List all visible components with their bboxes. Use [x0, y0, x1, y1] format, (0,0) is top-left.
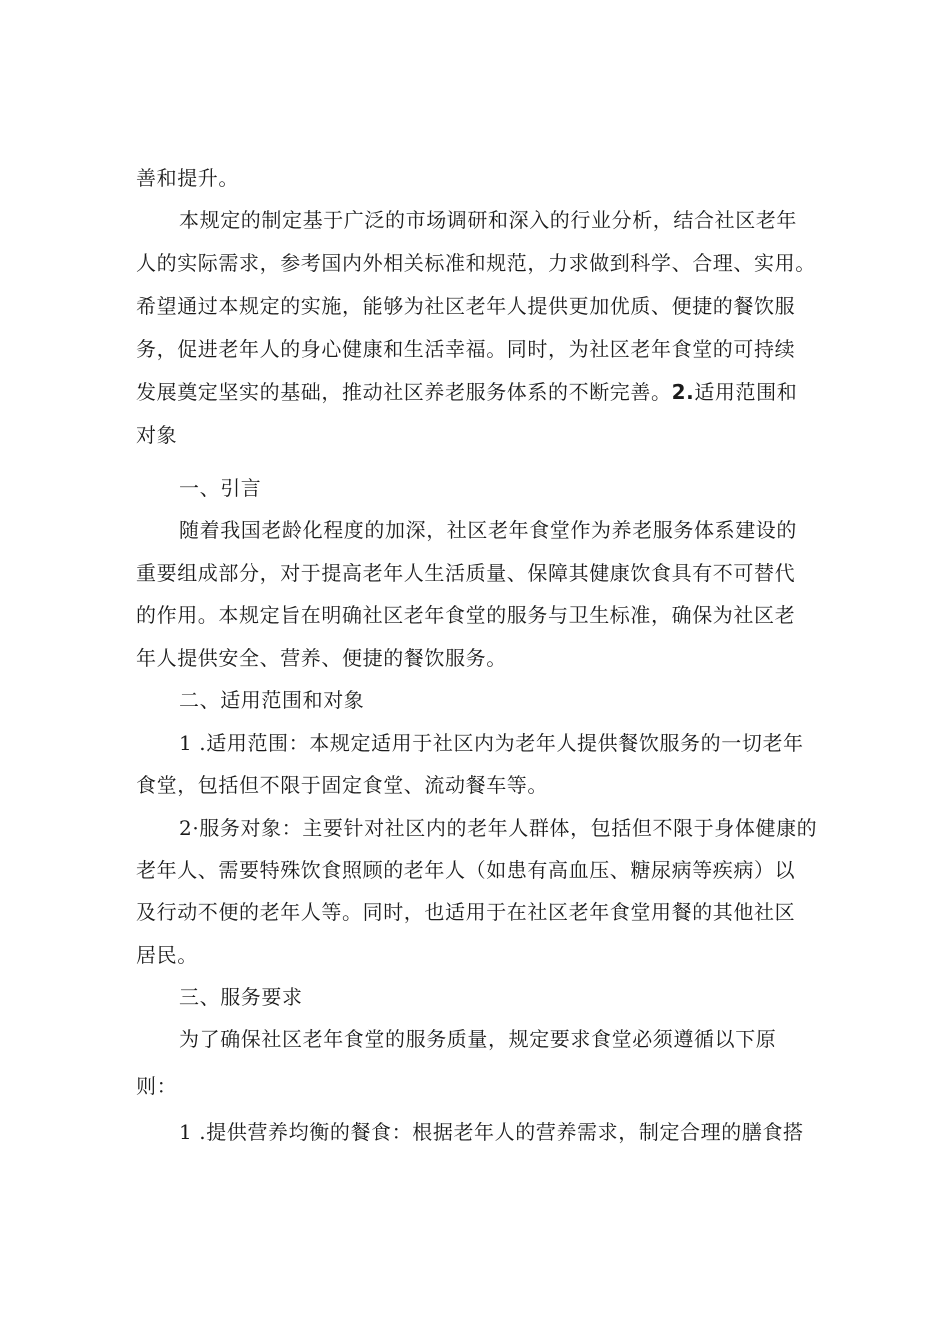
paragraph-line: 重要组成部分，对于提高老年人生活质量、保障其健康饮食具有不可替代	[136, 561, 796, 585]
list-item-line: 1 .提供营养均衡的餐食：根据老年人的营养需求，制定合理的膳食搭	[179, 1120, 804, 1144]
section-heading-service: 三、服务要求	[179, 985, 303, 1009]
section-heading-text: 适用范围和	[694, 380, 798, 404]
section-number: 2.	[671, 380, 695, 404]
list-item-line: 及行动不便的老年人等。同时，也适用于在社区老年食堂用餐的其他社区	[136, 900, 796, 924]
paragraph-line: 的作用。本规定旨在明确社区老年食堂的服务与卫生标准，确保为社区老	[136, 603, 796, 627]
paragraph-line: 则：	[136, 1074, 178, 1098]
list-item-line: 食堂，包括但不限于固定食堂、流动餐车等。	[136, 773, 548, 797]
section-heading-intro: 一、引言	[179, 476, 262, 500]
paragraph-line: 本规定的制定基于广泛的市场调研和深入的行业分析，结合社区老年	[179, 208, 797, 232]
paragraph-line: 善和提升。	[136, 166, 239, 190]
paragraph-line: 为了确保社区老年食堂的服务质量，规定要求食堂必须遵循以下原	[179, 1027, 777, 1051]
paragraph-line: 随着我国老龄化程度的加深，社区老年食堂作为养老服务体系建设的	[179, 518, 797, 542]
paragraph-line: 年人提供安全、营养、便捷的餐饮服务。	[136, 646, 507, 670]
list-item-line: 2·服务对象：主要针对社区内的老年人群体，包括但不限于身体健康的	[179, 816, 818, 840]
paragraph-line: 希望通过本规定的实施，能够为社区老年人提供更加优质、便捷的餐饮服	[136, 294, 796, 318]
paragraph-text: 发展奠定坚实的基础，推动社区养老服务体系的不断完善。	[136, 380, 672, 404]
section-heading-scope: 二、适用范围和对象	[179, 688, 365, 712]
list-item-line: 老年人、需要特殊饮食照顾的老年人（如患有高血压、糖尿病等疾病）以	[136, 858, 796, 882]
paragraph-line-with-heading	[136, 377, 797, 407]
list-item-line: 居民。	[136, 943, 198, 967]
section-heading-continuation: 对象	[136, 423, 178, 447]
paragraph-line: 人的实际需求，参考国内外相关标准和规范，力求做到科学、合理、实用。	[136, 251, 816, 275]
list-item-line: 1 .适用范围：本规定适用于社区内为老年人提供餐饮服务的一切老年	[179, 731, 804, 755]
paragraph-line: 务，促进老年人的身心健康和生活幸福。同时，为社区老年食堂的可持续	[136, 337, 796, 361]
